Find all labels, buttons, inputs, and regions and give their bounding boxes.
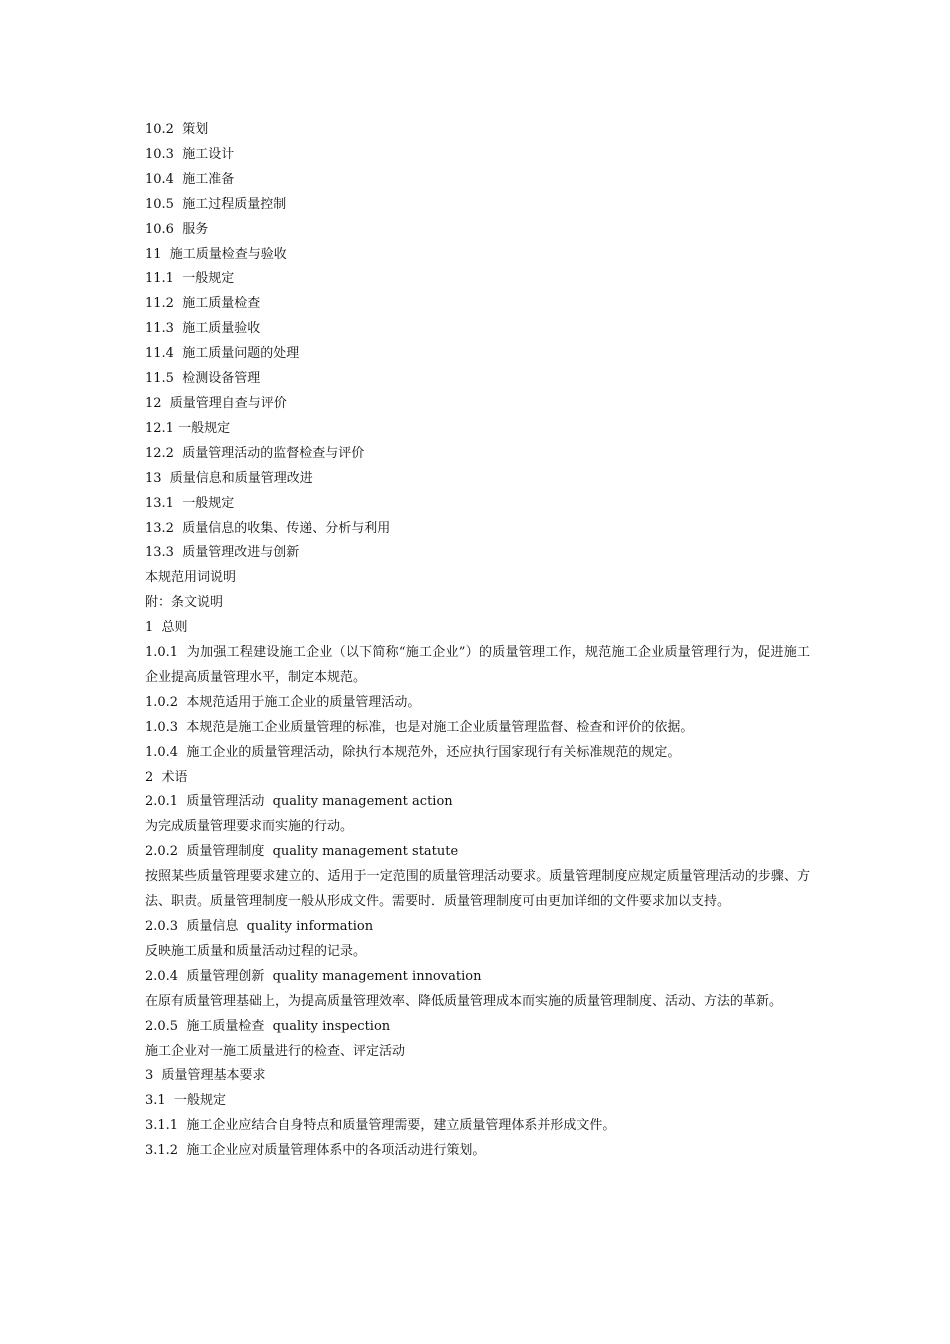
section-heading-1: 1 总则 (145, 620, 188, 636)
toc-item-10-4: 10.4 施工准备 (145, 171, 235, 187)
toc-item-terms-explanation: 本规范用词说明 (145, 570, 237, 586)
term-2-0-1: 2.0.1 质量管理活动 quality management action (145, 794, 453, 810)
section-heading-2: 2 术语 (145, 769, 188, 785)
term-2-0-4-definition: 在原有质量管理基础上，为提高质量管理效率、降低质量管理成本而实施的质量管理制度、活动、方法的革新。 (145, 993, 783, 1009)
clause-1-0-4: 1.0.4 施工企业的质量管理活动，除执行本规范外，还应执行国家现行有关标准规范的规定。 (145, 744, 681, 760)
term-2-0-4: 2.0.4 质量管理创新 quality management innovation (145, 968, 482, 984)
section-heading-3: 3 质量管理基本要求 (145, 1068, 266, 1084)
toc-item-12: 12 质量管理自查与评价 (145, 395, 287, 411)
toc-item-12-2: 12.2 质量管理活动的监督检查与评价 (145, 445, 365, 461)
clause-1-0-1: 1.0.1 为加强工程建设施工企业（以下简称“施工企业”）的质量管理工作，规范施工企业质量管理行为，促进施工企业提高质量管理水平，制定本规范。 (145, 645, 810, 685)
term-2-0-5-definition: 施工企业对一施工质量进行的检查、评定活动 (145, 1043, 406, 1059)
term-2-0-5: 2.0.5 施工质量检查 quality inspection (145, 1018, 391, 1034)
toc-item-11-5: 11.5 检测设备管理 (145, 371, 261, 387)
toc-item-13: 13 质量信息和质量管理改进 (145, 470, 313, 486)
toc-item-appendix: 附：条文说明 (145, 595, 224, 611)
term-2-0-2: 2.0.2 质量管理制度 quality management statute (145, 844, 459, 860)
toc-item-12-1: 12.1 一般规定 (145, 420, 231, 436)
clause-1-0-2: 1.0.2 本规范适用于施工企业的质量管理活动。 (145, 694, 421, 710)
document-page (145, 118, 810, 1164)
toc-item-10-6: 10.6 服务 (145, 221, 209, 237)
term-2-0-3-definition: 反映施工质量和质量活动过程的记录。 (145, 943, 367, 959)
toc-item-11-3: 11.3 施工质量验收 (145, 321, 261, 337)
toc-item-10-5: 10.5 施工过程质量控制 (145, 196, 287, 212)
toc-item-11-2: 11.2 施工质量检查 (145, 296, 261, 312)
clause-1-0-3: 1.0.3 本规范是施工企业质量管理的标准，也是对施工企业质量管理监督、检查和评价的依据。 (145, 719, 694, 735)
term-2-0-3: 2.0.3 质量信息 quality information (145, 919, 374, 934)
term-2-0-1-definition: 为完成质量管理要求而实施的行动。 (145, 819, 354, 835)
toc-item-11-4: 11.4 施工质量问题的处理 (145, 346, 300, 362)
term-2-0-2-definition: 按照某些质量管理要求建立的、适用于一定范围的质量管理活动要求。质量管理制度应规定质量管理活动的步骤、方法、职责。质量管理制度一般从形成文件。需要时．质量管理制度可由更加详细的文件要求加以支持。 (145, 869, 810, 910)
clause-3-1-1: 3.1.1 施工企业应结合自身特点和质量管理需要，建立质量管理体系并形成文件。 (145, 1118, 616, 1134)
clause-3-1-2: 3.1.2 施工企业应对质量管理体系中的各项活动进行策划。 (145, 1143, 486, 1159)
toc-item-13-1: 13.1 一般规定 (145, 495, 235, 511)
toc-item-10-2: 10.2 策划 (145, 122, 209, 137)
toc-item-13-3: 13.3 质量管理改进与创新 (145, 545, 300, 561)
subsection-heading-3-1: 3.1 一般规定 (145, 1093, 226, 1109)
toc-item-11: 11 施工质量检查与验收 (145, 246, 287, 262)
toc-item-13-2: 13.2 质量信息的收集、传递、分析与利用 (145, 520, 391, 536)
toc-item-10-3: 10.3 施工设计 (145, 146, 235, 162)
toc-item-11-1: 11.1 一般规定 (145, 271, 235, 287)
